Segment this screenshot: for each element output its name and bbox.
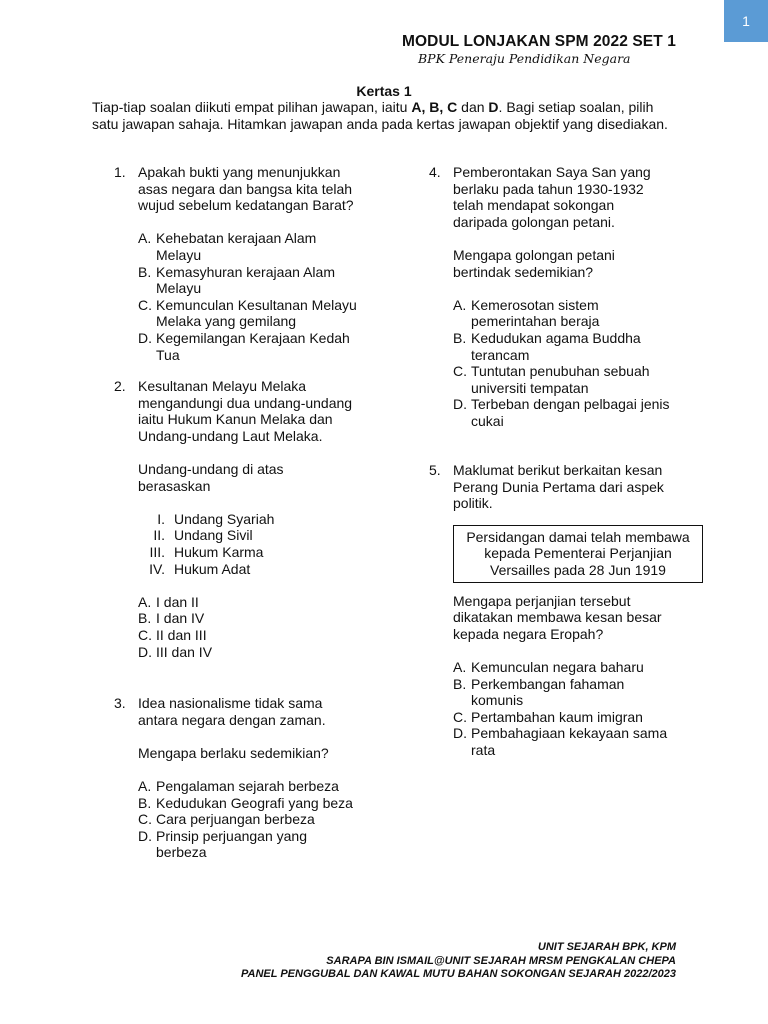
- question-number: 5.: [429, 462, 441, 478]
- question-number: 1.: [114, 164, 126, 180]
- option-d[interactable]: [138, 828, 394, 861]
- stem-line: kepada negara Eropah?: [453, 625, 604, 642]
- question-number: 2.: [114, 378, 126, 394]
- option-label: A.: [453, 296, 467, 313]
- option-label: D.: [453, 396, 467, 413]
- option-label: D.: [453, 725, 467, 742]
- option-label: C.: [453, 708, 467, 725]
- option-a[interactable]: [138, 778, 394, 795]
- option-text: Kemerosotan sistem: [471, 296, 599, 313]
- instr-b: B: [429, 99, 440, 115]
- option-text: II dan III: [156, 626, 207, 643]
- roman-label: II.: [153, 527, 165, 544]
- option-b[interactable]: [138, 610, 394, 627]
- stem-line: Undang-undang di atas: [138, 460, 284, 477]
- instr-sep: ,: [439, 99, 448, 115]
- roman-item: [138, 511, 394, 528]
- roman-label: III.: [149, 543, 165, 560]
- stem-line: asas negara dan bangsa kita telah: [138, 180, 353, 197]
- option-text: pemerintahan beraja: [471, 313, 600, 330]
- option-b[interactable]: [138, 795, 394, 812]
- roman-text: Hukum Adat: [174, 560, 251, 577]
- option-a[interactable]: [138, 230, 394, 263]
- stem-line: Apakah bukti yang menunjukkan: [138, 164, 341, 180]
- stem-line: iaitu Hukum Kanun Melaka dan: [138, 411, 333, 428]
- question-1: [114, 164, 394, 363]
- option-text: Terbeban dengan pelbagai jenis: [471, 396, 670, 413]
- instructions: [92, 99, 692, 132]
- instr-sep: ,: [421, 99, 430, 115]
- option-b[interactable]: [453, 676, 719, 709]
- option-text: Kemunculan Kesultanan Melayu: [156, 296, 357, 313]
- option-text: I dan II: [156, 593, 199, 610]
- stem-line: mengandungi dua undang-undang: [138, 394, 353, 411]
- option-text: Kegemilangan Kerajaan Kedah: [156, 329, 350, 346]
- option-text: komunis: [471, 692, 524, 709]
- option-label: B.: [453, 675, 467, 692]
- stem-line: Pemberontakan Saya San yang: [453, 164, 651, 180]
- roman-item: [138, 544, 394, 561]
- info-box-line: kepada Pementerai Perjanjian: [484, 545, 672, 562]
- option-text: Melaka yang gemilang: [156, 313, 297, 330]
- instr-a: A: [411, 99, 422, 115]
- question-2: [114, 378, 394, 660]
- option-label: C.: [453, 363, 467, 380]
- page-number-badge: 1: [724, 0, 768, 42]
- option-text: rata: [471, 741, 496, 758]
- option-text: Prinsip perjuangan yang: [156, 827, 307, 844]
- option-text: Pengalaman sejarah berbeza: [156, 777, 339, 794]
- option-text: Melayu: [156, 280, 202, 297]
- option-text: Kemasyhuran kerajaan Alam: [156, 263, 335, 280]
- roman-label: I.: [157, 510, 165, 527]
- question-5: [429, 462, 719, 759]
- option-label: C.: [138, 296, 152, 313]
- stem-line: Idea nasionalisme tidak sama: [138, 695, 323, 711]
- stem-line: politik.: [453, 495, 493, 512]
- stem-line: Kesultanan Melayu Melaka: [138, 378, 307, 394]
- instr-line2: satu jawapan sahaja. Hitamkan jawapan anda pada kertas jawapan objektif yang disediakan.: [92, 115, 668, 132]
- stem-line: dikatakan membawa kesan besar: [453, 609, 662, 626]
- footer-line: PANEL PENGGUBAL DAN KAWAL MUTU BAHAN SOKONGAN SEJARAH 2022/2023: [241, 968, 676, 980]
- option-c[interactable]: [138, 627, 394, 644]
- instr-text: . Bagi setiap soalan, pilih: [498, 99, 654, 115]
- question-4: [429, 164, 719, 430]
- option-c[interactable]: [138, 297, 394, 330]
- option-a[interactable]: [453, 659, 719, 676]
- option-a[interactable]: [138, 594, 394, 611]
- footer-line: UNIT SEJARAH BPK, KPM: [537, 941, 676, 953]
- module-subtitle: BPK Peneraju Pendidikan Negara: [418, 51, 631, 66]
- info-box: [453, 525, 703, 583]
- stem-line: Mengapa perjanjian tersebut: [453, 592, 631, 609]
- stem-line: telah mendapat sokongan: [453, 197, 615, 214]
- option-label: D.: [138, 827, 152, 844]
- stem-line: berlaku pada tahun 1930-1932: [453, 180, 644, 197]
- option-text: III dan IV: [156, 643, 213, 660]
- option-b[interactable]: [138, 264, 394, 297]
- option-text: Kemunculan negara baharu: [471, 658, 644, 675]
- option-text: Kedudukan agama Buddha: [471, 329, 641, 346]
- stem-line: Undang-undang Laut Melaka.: [138, 427, 323, 444]
- stem-line: antara negara dengan zaman.: [138, 711, 326, 728]
- roman-text: Undang Syariah: [174, 510, 275, 527]
- stem-line: wujud sebelum kedatangan Barat?: [138, 197, 354, 214]
- roman-item: [138, 527, 394, 544]
- stem-line: Mengapa berlaku sedemikian?: [138, 744, 329, 761]
- stem-line: Perang Dunia Pertama dari aspek: [453, 478, 664, 495]
- option-label: A.: [138, 230, 152, 247]
- option-d[interactable]: [453, 725, 719, 758]
- option-a[interactable]: [453, 297, 719, 330]
- option-text: Pertambahan kaum imigran: [471, 708, 643, 725]
- option-text: Tua: [156, 346, 180, 363]
- option-text: berbeza: [156, 844, 207, 861]
- instr-text: Tiap-tiap soalan diikuti empat pilihan jawapan, iaitu: [92, 99, 412, 115]
- option-label: A.: [138, 593, 152, 610]
- option-b[interactable]: [453, 330, 719, 363]
- option-label: D.: [138, 643, 152, 660]
- option-text: Pembahagiaan kekayaan sama: [471, 725, 668, 742]
- paper-heading: Kertas 1: [356, 83, 412, 99]
- stem-line: Mengapa golongan petani: [453, 246, 615, 263]
- option-text: Kehebatan kerajaan Alam: [156, 230, 317, 247]
- option-text: I dan IV: [156, 610, 205, 627]
- option-d[interactable]: [138, 330, 394, 363]
- stem-line: Maklumat berikut berkaitan kesan: [453, 462, 663, 478]
- option-d[interactable]: [138, 644, 394, 661]
- option-text: terancam: [471, 346, 530, 363]
- option-text: Melayu: [156, 246, 202, 263]
- instr-d: D: [488, 99, 499, 115]
- option-label: A.: [453, 658, 467, 675]
- option-label: B.: [138, 610, 152, 627]
- roman-text: Undang Sivil: [174, 527, 253, 544]
- roman-item: [138, 561, 394, 578]
- option-label: B.: [453, 329, 467, 346]
- option-text: Cara perjuangan berbeza: [156, 811, 315, 828]
- option-label: C.: [138, 811, 152, 828]
- option-label: C.: [138, 626, 152, 643]
- option-label: D.: [138, 329, 152, 346]
- question-3: [114, 695, 394, 861]
- stem-line: berasaskan: [138, 477, 211, 494]
- option-text: universiti tempatan: [471, 379, 589, 396]
- roman-text: Hukum Karma: [174, 543, 264, 560]
- option-text: Kedudukan Geografi yang beza: [156, 794, 353, 811]
- info-box-line: Persidangan damai telah membawa: [466, 528, 690, 545]
- option-c[interactable]: [138, 811, 394, 828]
- module-title: MODUL LONJAKAN SPM 2022 SET 1: [402, 33, 676, 50]
- roman-label: IV.: [149, 560, 165, 577]
- option-text: Perkembangan fahaman: [471, 675, 625, 692]
- question-number: 4.: [429, 164, 441, 180]
- option-c[interactable]: [453, 709, 719, 726]
- option-label: A.: [138, 777, 152, 794]
- info-box-line: Versailles pada 28 Jun 1919: [490, 561, 666, 578]
- footer-line: SARAPA BIN ISMAIL@UNIT SEJARAH MRSM PENGKALAN CHEPA: [326, 954, 676, 967]
- instr-text: dan: [457, 99, 489, 115]
- option-text: cukai: [471, 412, 504, 429]
- stem-line: daripada golongan petani.: [453, 213, 615, 230]
- footer: [241, 941, 676, 982]
- option-label: B.: [138, 794, 152, 811]
- stem-line: bertindak sedemikian?: [453, 263, 594, 280]
- option-c[interactable]: [453, 363, 719, 396]
- option-label: B.: [138, 263, 152, 280]
- option-text: Tuntutan penubuhan sebuah: [471, 363, 650, 380]
- option-d[interactable]: [453, 396, 719, 429]
- question-number: 3.: [114, 695, 126, 711]
- instr-c: C: [447, 99, 458, 115]
